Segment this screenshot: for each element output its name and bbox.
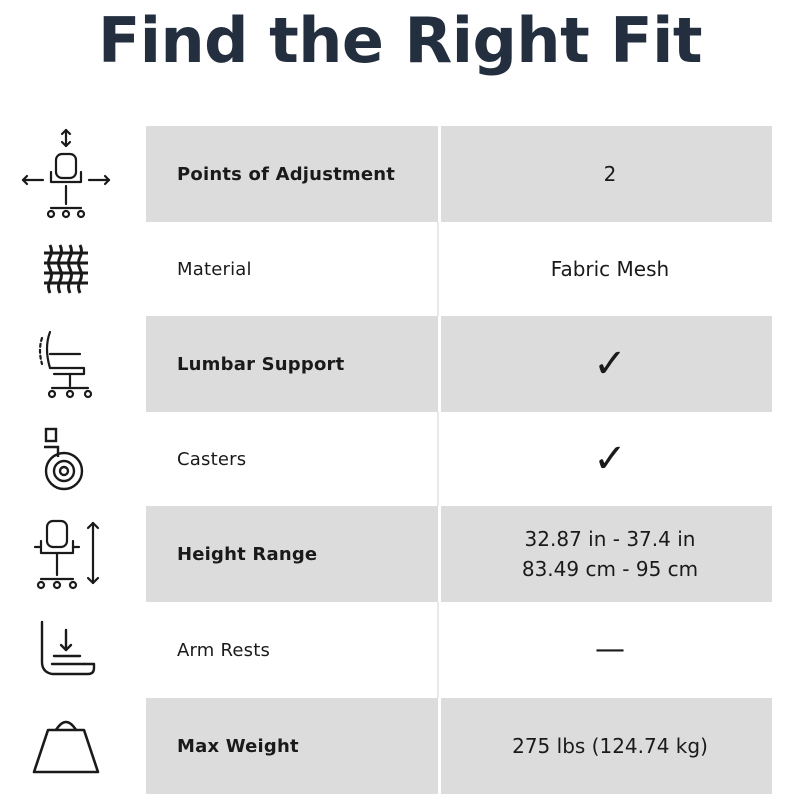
spec-row-arm-rests [0,602,800,698]
row-value: 275 lbs (124.74 kg) [512,734,708,758]
spec-row-casters [0,412,800,506]
page-title: Find the Right Fit [97,4,703,77]
row-value: 2 [603,162,617,186]
row-label: Points of Adjustment [177,163,396,185]
row-value-imperial: 32.87 in - 37.4 in [524,527,696,551]
row-label: Height Range [177,543,318,565]
check-mark: ✓ [593,341,627,387]
lumbar-support-chair-icon [18,316,114,412]
row-value-group [440,506,780,602]
row-label: Lumbar Support [177,353,345,375]
adjustable-chair-icon [18,126,114,222]
row-label: Material [177,258,252,280]
spec-row-points-of-adjustment [0,126,800,222]
weight-icon [18,698,114,794]
mesh-material-icon [18,222,114,316]
caster-wheel-icon [18,412,114,506]
dash-icon [440,602,780,698]
row-value-metric: 83.49 cm - 95 cm [521,557,699,581]
spec-row-lumbar-support [0,316,800,412]
chair-height-icon [18,506,114,602]
spec-row-height-range [0,506,800,602]
check-mark: ✓ [593,436,627,482]
row-label: Casters [177,448,247,470]
check-icon [440,316,780,412]
row-label: Arm Rests [177,639,271,661]
dash-mark: — [595,632,625,667]
row-value: Fabric Mesh [550,257,670,281]
spec-row-material [0,222,800,316]
armrest-icon [18,602,114,698]
spec-row-max-weight [0,698,800,794]
check-icon [440,412,780,506]
row-label: Max Weight [177,735,299,757]
